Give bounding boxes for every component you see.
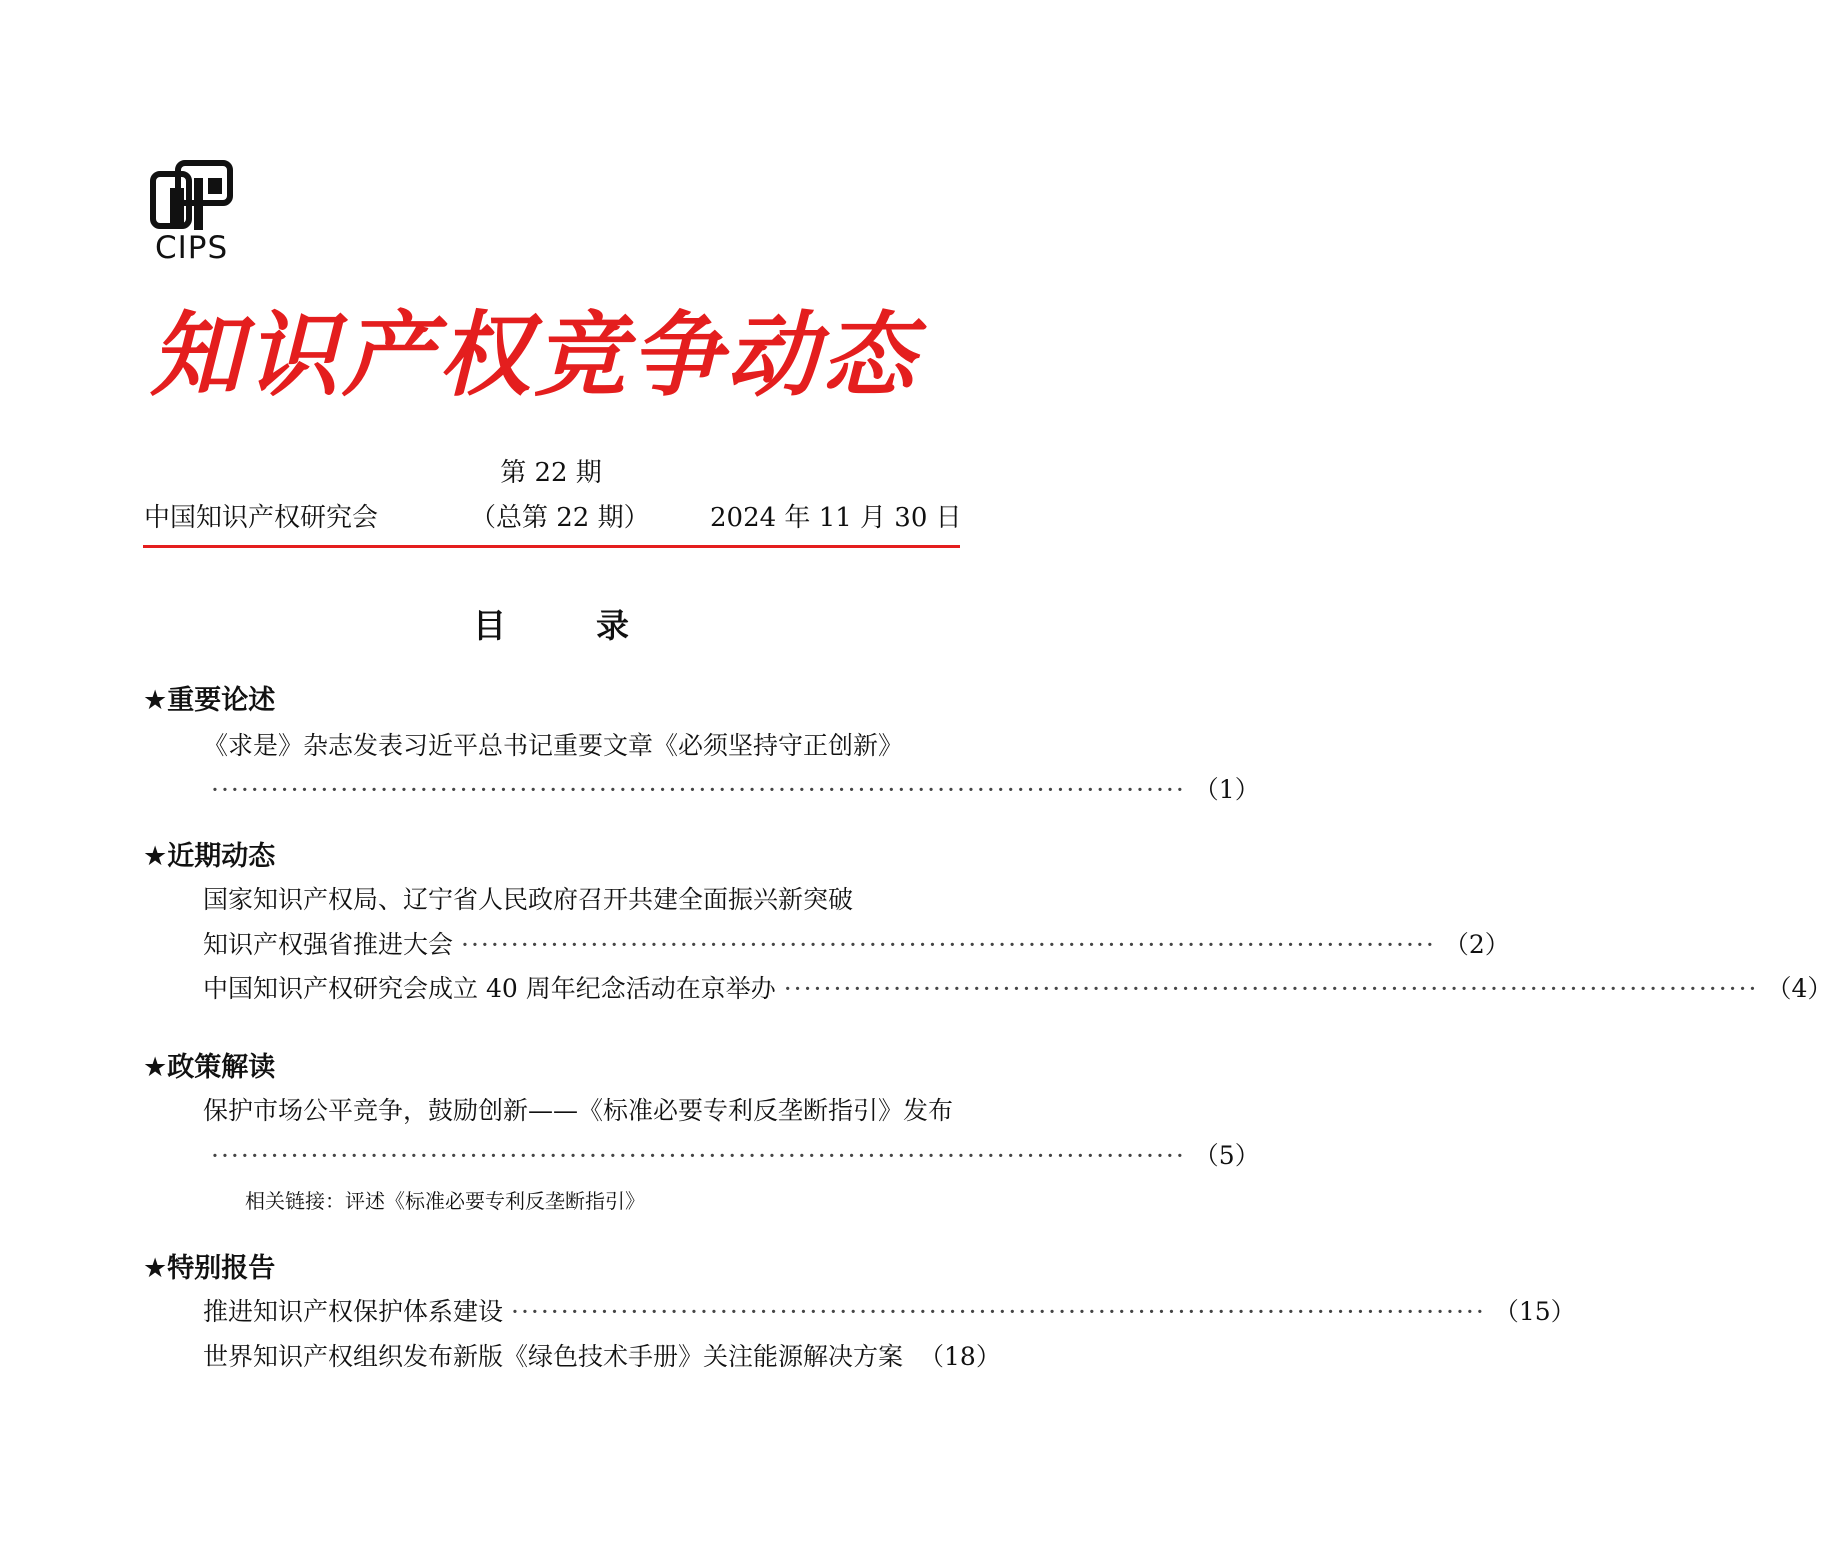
toc-entry-title: 知识产权强省推进大会 — [203, 930, 454, 959]
toc-page-number: （18） — [919, 1342, 1001, 1371]
section-heading: ★政策解读 — [143, 1052, 276, 1083]
toc-entry-title: 国家知识产权局、辽宁省人民政府召开共建全面振兴新突破 — [203, 885, 854, 914]
issue-number: 第 22 期 — [500, 458, 602, 488]
section-heading: ★近期动态 — [143, 841, 276, 872]
toc-entry-title: 世界知识产权组织发布新版《绿色技术手册》关注能源解决方案 — [203, 1342, 904, 1371]
header-divider — [143, 545, 960, 548]
toc-title: 目录 — [473, 606, 719, 645]
section-heading: ★重要论述 — [143, 685, 276, 716]
toc-entry[interactable] — [203, 1091, 967, 1127]
masthead-title: 知识产权竞争动态 — [150, 301, 919, 409]
toc-entry-title: 推进知识产权保护体系建设 — [203, 1297, 504, 1326]
toc-page-number: （1） — [1193, 775, 1260, 804]
toc-entry-leader[interactable] — [203, 770, 1260, 806]
toc-page-number: （5） — [1193, 1141, 1260, 1170]
toc-entry[interactable] — [203, 1292, 1576, 1328]
logo-text: CIPS — [155, 230, 229, 266]
related-link[interactable]: 相关链接：评述《标准必要专利反垄断指引》 — [245, 1189, 645, 1213]
toc-page-number: （2） — [1443, 930, 1510, 959]
leader-dots: ·································································································· — [211, 775, 1186, 804]
section-heading: ★特别报告 — [143, 1253, 276, 1284]
toc-entry[interactable] — [203, 1337, 1001, 1373]
toc-entry-title: 保护市场公平竞争，鼓励创新——《标准必要专利反垄断指引》发布 — [203, 1096, 954, 1125]
toc-page-number: （4） — [1766, 974, 1832, 1003]
total-issue: （总第 22 期） — [470, 503, 650, 533]
issue-date: 2024 年 11 月 30 日 — [710, 503, 962, 533]
toc-entry-title: 《求是》杂志发表习近平总书记重要文章《必须坚持守正创新》 — [203, 731, 904, 760]
toc-entry-leader[interactable] — [203, 1136, 1260, 1172]
toc-entry[interactable] — [203, 880, 967, 916]
publisher-name: 中国知识产权研究会 — [144, 503, 379, 533]
toc-entry-title: 中国知识产权研究会成立 40 周年纪念活动在京举办 — [203, 974, 776, 1003]
toc-entry[interactable] — [203, 925, 1510, 961]
leader-dots: ·································································································· — [783, 974, 1759, 1003]
toc-entry[interactable] — [203, 726, 967, 762]
leader-dots: ·································································································· — [211, 1141, 1186, 1170]
leader-dots: ·································································································· — [461, 930, 1436, 959]
toc-page-number: （15） — [1493, 1297, 1576, 1326]
leader-dots: ·································································································· — [511, 1297, 1486, 1326]
toc-entry[interactable] — [203, 969, 1832, 1005]
